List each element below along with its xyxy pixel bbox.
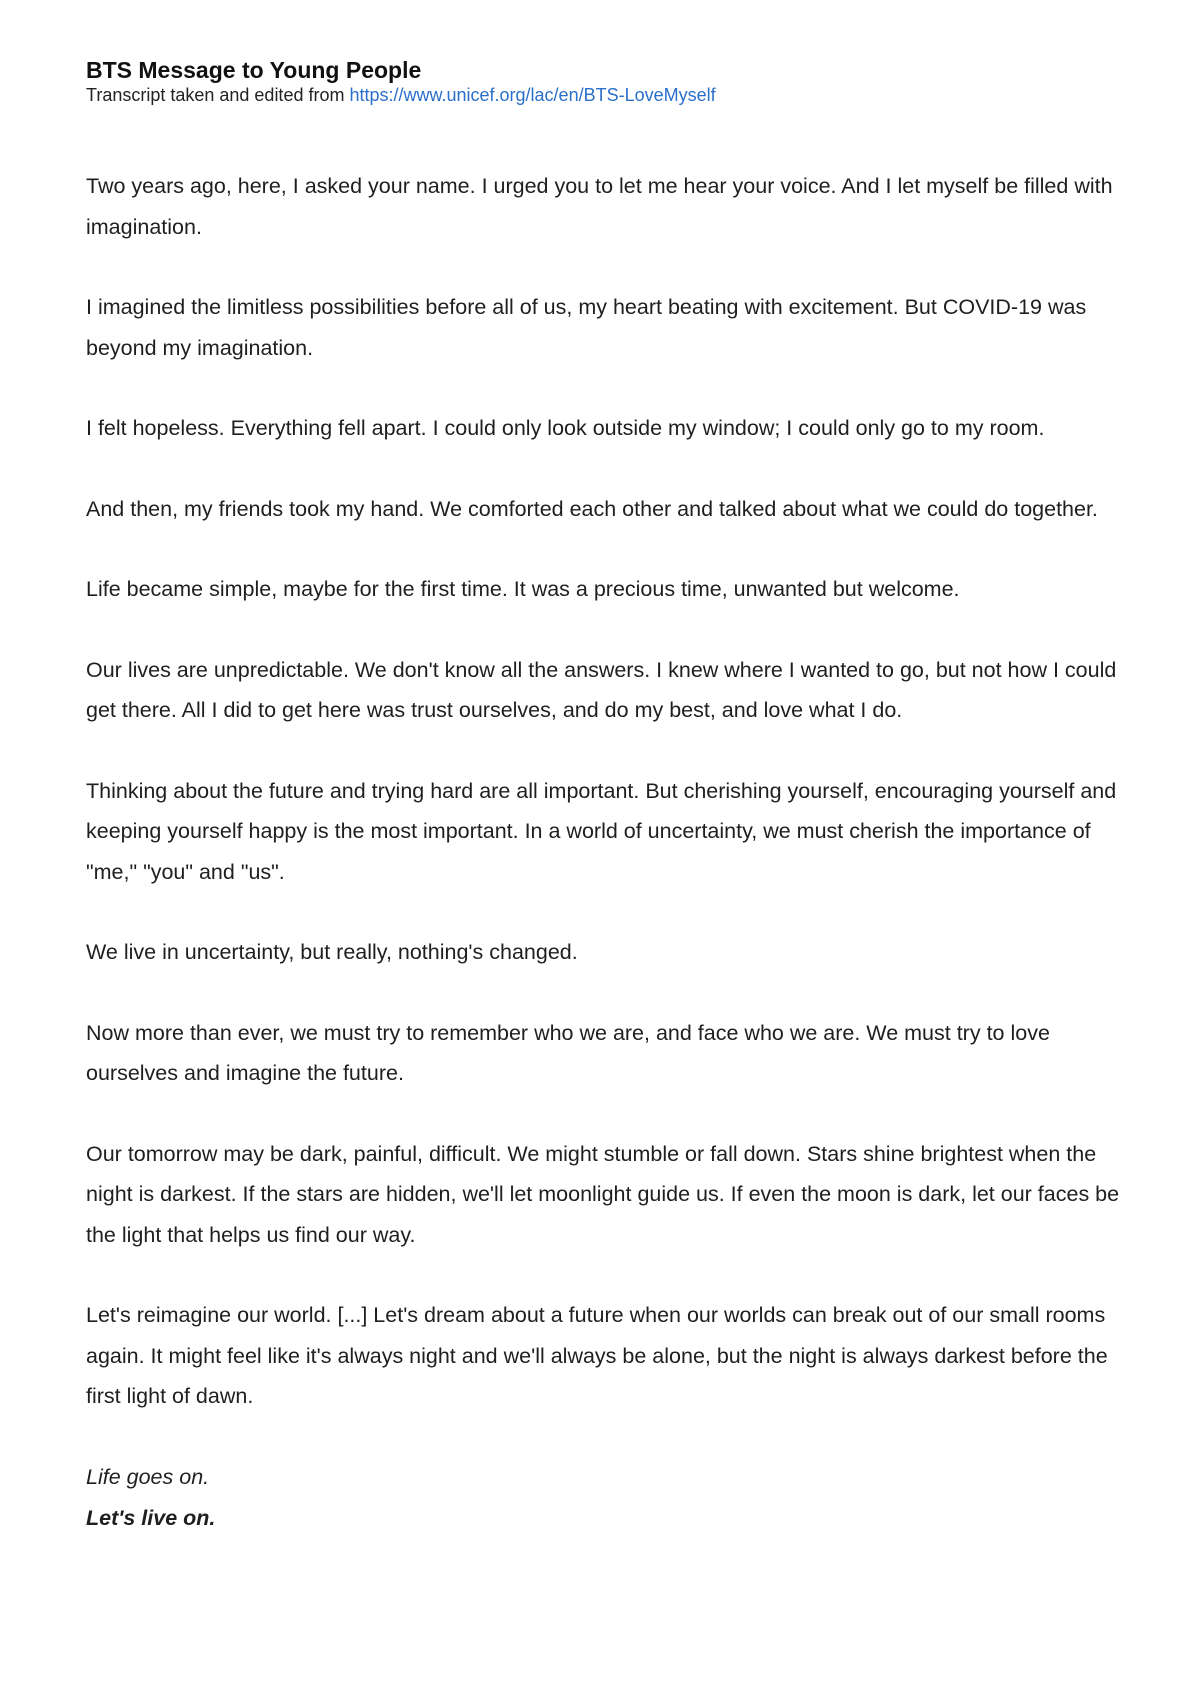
paragraph: I felt hopeless. Everything fell apart. I could only look outside my window; I could only go to my room. (86, 416, 1045, 440)
paragraph: Our tomorrow may be dark, painful, difficult. We might stumble or fall down. Stars shine brightest when the night is darkest. If the stars are hidden, we'll let moonlight guide us. If even the moon is dark, let our faces be the light that helps us find our way. (86, 1141, 1120, 1247)
closing-line-1: Life goes on. (86, 1464, 210, 1489)
paragraph: We live in uncertainty, but really, nothing's changed. (86, 940, 578, 964)
source-prefix: Transcript taken and edited from (86, 85, 350, 105)
paragraph: Life became simple, maybe for the first time. It was a precious time, unwanted but welcome. (86, 577, 960, 601)
document-title: BTS Message to Young People (86, 57, 422, 83)
closing-lines (86, 1457, 1126, 1539)
closing-line-2: Let's live on. (86, 1505, 216, 1530)
paragraph: I imagined the limitless possibilities before all of us, my heart beating with excitement. But COVID-19 was beyond my imagination. (86, 295, 1087, 360)
source-line (86, 84, 1126, 106)
source-link[interactable]: https://www.unicef.org/lac/en/BTS-LoveMyself (349, 85, 716, 105)
paragraph: Our lives are unpredictable. We don't know all the answers. I knew where I wanted to go, but not how I could get there. All I did to get here was trust ourselves, and do my best, and love what I do. (86, 657, 1117, 722)
paragraph: And then, my friends took my hand. We comforted each other and talked about what we could do together. (86, 496, 1098, 521)
document-page (86, 56, 1126, 1539)
paragraph: Two years ago, here, I asked your name. I urged you to let me hear your voice. And I let myself be filled with imagination. (86, 174, 1113, 239)
paragraph: Now more than ever, we must try to remember who we are, and face who we are. We must try to love ourselves and imagine the future. (86, 1020, 1050, 1085)
transcript-body (86, 166, 1126, 1539)
paragraph: Let's reimagine our world. [...] Let's dream about a future when our worlds can break out of our small rooms again. It might feel like it's always night and we'll always be alone, but the night is always darkest before the first light of dawn. (86, 1303, 1108, 1408)
paragraph: Thinking about the future and trying hard are all important. But cherishing yourself, encouraging yourself and keeping yourself happy is the most important. In a world of uncertainty, we must cherish the importance of "me," "you" and "us". (86, 778, 1117, 884)
